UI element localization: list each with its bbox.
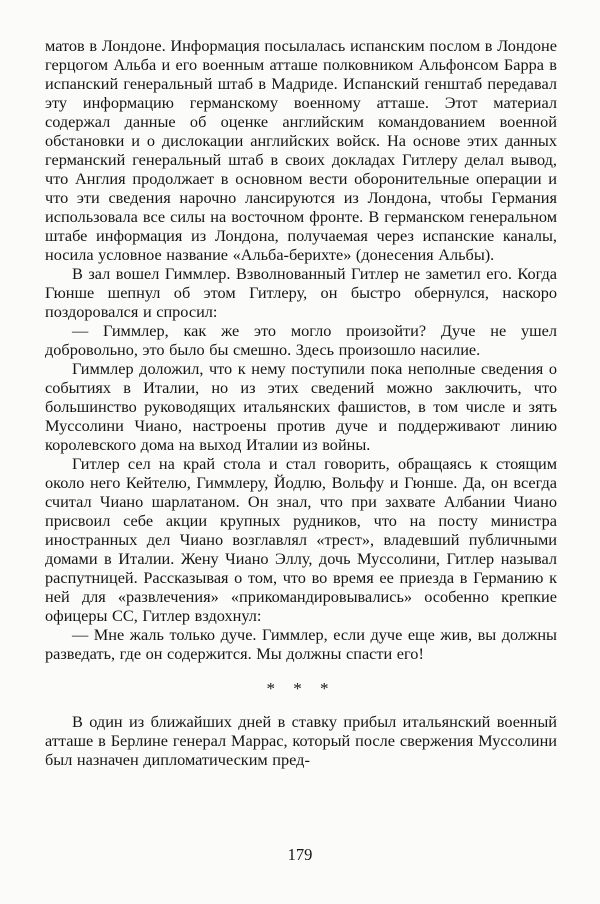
paragraph: Гитлер сел на край стола и стал говорить, обращаясь к стоящим около него Кейтелю, Гиммлеру, Йодлю, Вольфу и Гюнше. Да, он всегда считал Чиано шарлатаном. Он знал, что при захвате Албании Чиано присвоил себе акции крупных рудников, что на посту министра иностранных дел Чиано возглавлял «трест», владевший публичными домами в Италии. Жену Чиано Эллу, дочь Муссолини, Гитлер называл распутницей. Рассказывая о том, что во время ее приезда в Германию к ней для «развлечения» «прикомандировывались» особенно крепкие офицеры СС, Гитлер вздохнул: — [45, 454, 557, 625]
page-number: 179 — [287, 845, 313, 864]
paragraph: В один из ближайших дней в ставку прибыл итальянский военный атташе в Берлине генерал Маррас, который после свержения Муссолини был назначен дипломатическим пред- — [45, 712, 557, 769]
paragraph-dialogue: — Мне жаль только дуче. Гиммлер, если дуче еще жив, вы должны разведать, где он содержится. Мы должны спасти его! — [45, 625, 557, 663]
paragraph-dialogue: — Гиммлер, как же это могло произойти? Дуче не ушел добровольно, это было бы смешно. Здесь произошло насилие. — [45, 321, 557, 359]
section-separator: * * * — [266, 679, 336, 698]
paragraph: Гиммлер доложил, что к нему поступили пока неполные сведения о событиях в Италии, но из этих сведений можно заключить, что большинство руководящих итальянских фашистов, в том числе и зять Муссолини Чиано, настроены против дуче и поддерживают линию королевского дома на выход Италии из войны. — [45, 359, 557, 454]
paragraph-continuation: матов в Лондоне. Информация посылалась испанским послом в Лондоне герцогом Альба и его военным атташе полковником Альфонсом Барра в испанский генеральный штаб в Мадриде. Испанский генштаб передавал эту информацию германскому военному атташе. Этот материал содержал данные об оценке английским командованием военной обстановки и о дислокации английских войск. На основе этих данных германский генеральный штаб в своих докладах Гитлеру делал вывод, что Англия продолжает в основном вести оборонительные операции и что эти сведения нарочно лансируются из Лондона, чтобы Германия использовала все силы на восточном фронте. В германском генеральном штабе информация из Лондона, получаемая через испанские каналы, носила условное название «Альба-берихте» (донесения Альбы). — [45, 36, 557, 264]
paragraph: В зал вошел Гиммлер. Взволнованный Гитлер не заметил его. Когда Гюнше шепнул об этом Гитлеру, он быстро обернулся, наскоро поздоровался и спросил: — [45, 264, 557, 321]
